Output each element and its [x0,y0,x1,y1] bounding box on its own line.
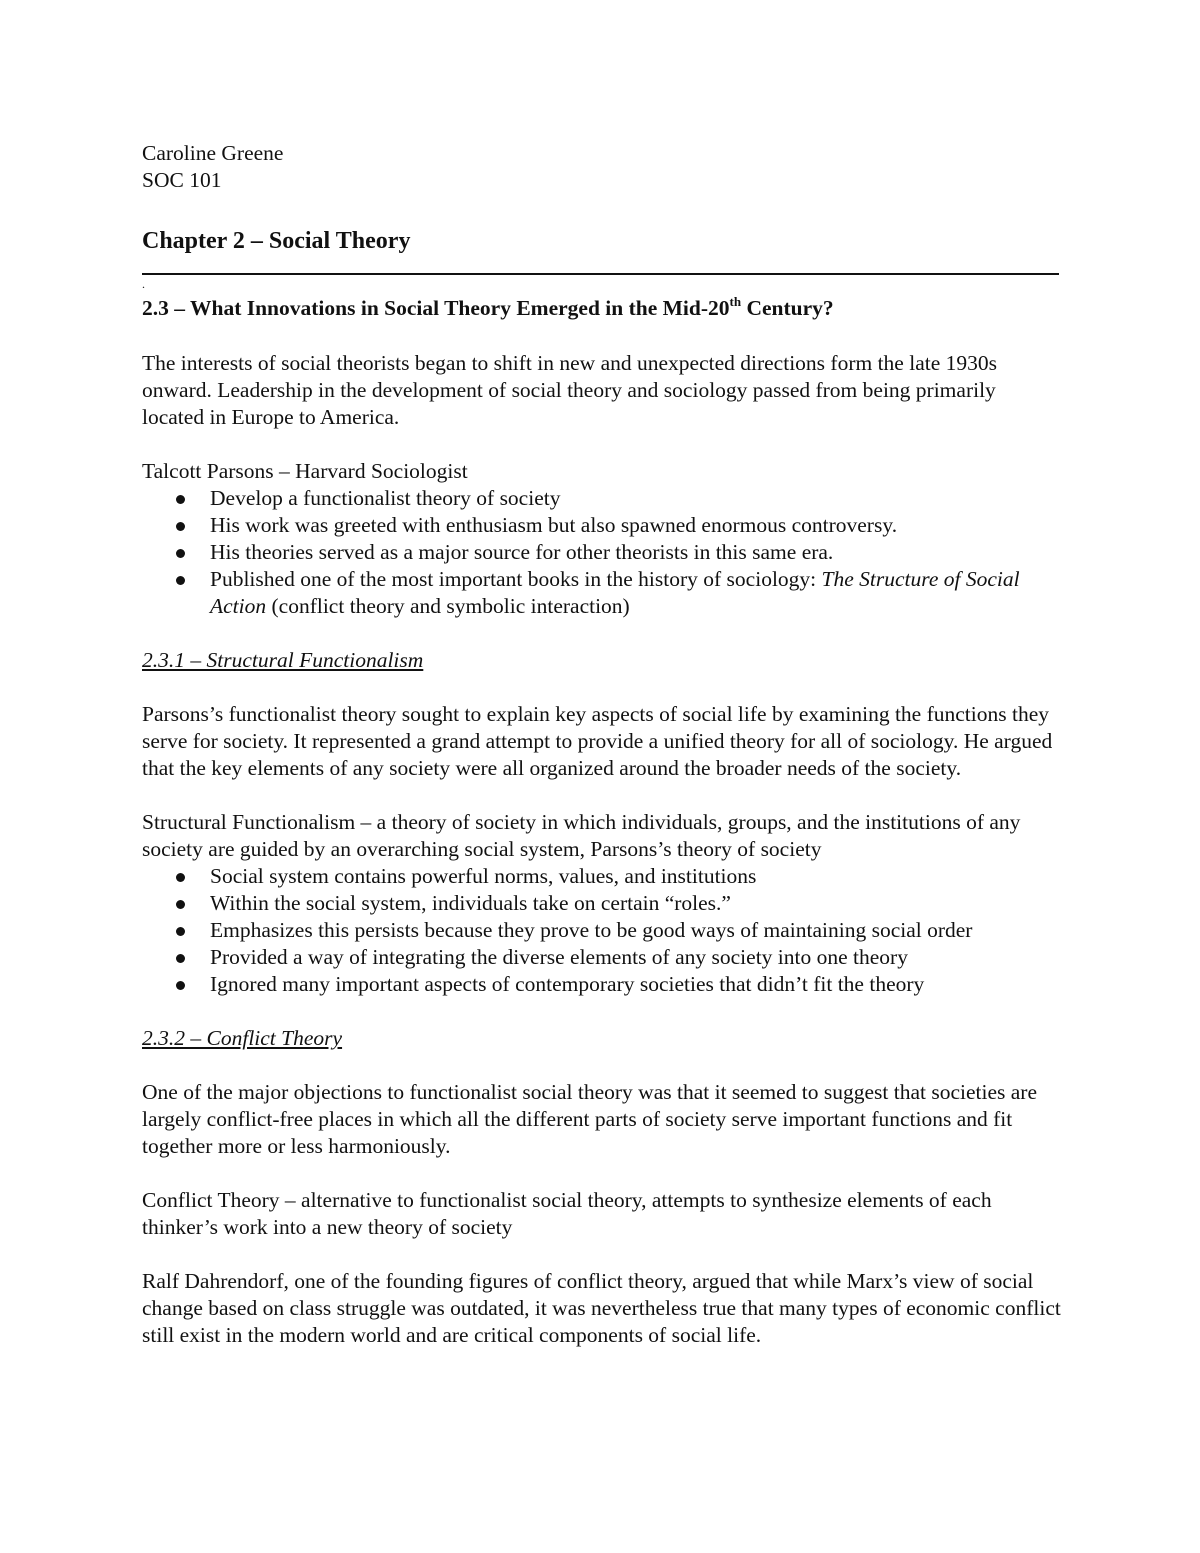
section-heading-2-3-text: 2.3 – What Innovations in Social Theory Emerged in the Mid-20 [142,296,730,320]
list-item-text: Provided a way of integrating the diverse elements of any society into one theory [210,945,908,969]
conflict-objection-paragraph: One of the major objections to functionalist social theory was that it seemed to suggest that societies are largely conflict-free places in which all the different parts of society serve important functions and fit together more or less harmoniously. [142,1080,1038,1158]
section-heading-2-3-2: 2.3.2 – Conflict Theory [142,1026,343,1050]
list-item [142,971,1062,998]
parsons-label: Talcott Parsons – Harvard Sociologist [142,459,468,483]
list-item-text: Published one of the most important books in the history of sociology: [210,567,822,591]
section-heading-2-3-suffix: Century? [741,296,834,320]
book-title: The Structure of Social Action [210,567,1020,618]
list-item-text: His theories served as a major source for other theorists in this same era. [210,540,834,564]
list-item [142,485,1062,512]
structural-functionalism-definition: Structural Functionalism – a theory of society in which individuals, groups, and the institutions of any society are guided by an overarching social system, Parsons’s theory of society [142,810,1021,861]
stray-mark: . [142,277,145,291]
spacer [142,323,1062,350]
course-code: SOC 101 [142,168,222,192]
bullet-icon [176,981,185,990]
list-item [142,512,1062,539]
functionalism-bullet-list [142,863,1062,998]
bullet-icon [176,900,185,909]
list-item [142,917,1062,944]
list-item-text: Social system contains powerful norms, values, and institutions [210,864,757,888]
bullet-icon [176,522,185,531]
list-item-text: Ignored many important aspects of contemporary societies that didn’t fit the theory [210,972,925,996]
functionalism-paragraph: Parsons’s functionalist theory sought to explain key aspects of social life by examining the functions they serve for society. It represented a grand attempt to provide a unified theory for all of sociology. He argued that the key elements of any society were all organized around the broader needs of the society. [142,702,1053,780]
bullet-icon [176,954,185,963]
spacer [142,1160,1062,1187]
list-item-text: Emphasizes this persists because they prove to be good ways of maintaining social order [210,918,973,942]
spacer [142,782,1062,809]
dahrendorf-paragraph: Ralf Dahrendorf, one of the founding figures of conflict theory, argued that while Marx’s view of social change based on class struggle was outdated, it was nevertheless true that many types of economic conflict still exist in the modern world and are critical components of social life. [142,1269,1061,1347]
bullet-icon [176,576,185,585]
spacer [142,620,1062,647]
author-name: Caroline Greene [142,141,284,165]
list-item [142,944,1062,971]
list-item-text: Develop a functionalist theory of society [210,486,561,510]
bullet-icon [176,495,185,504]
bullet-icon [176,549,185,558]
spacer [142,431,1062,458]
spacer [142,1241,1062,1268]
list-item [142,890,1062,917]
list-item [142,566,1062,620]
document-body [142,140,1062,1349]
spacer [142,1052,1062,1079]
conflict-theory-definition: Conflict Theory – alternative to functionalist social theory, attempts to synthesize elements of each thinker’s work into a new theory of society [142,1188,992,1239]
section-heading-2-3 [142,293,1062,323]
chapter-title: Chapter 2 – Social Theory [142,228,411,254]
bullet-icon [176,873,185,882]
horizontal-rule [142,273,1059,275]
list-item [142,863,1062,890]
bullet-icon [176,927,185,936]
intro-paragraph: The interests of social theorists began to shift in new and unexpected directions form the late 1930s onward. Leadership in the development of social theory and sociology passed from being primarily located in Europe to America. [142,351,997,429]
list-item-text-suffix: (conflict theory and symbolic interaction) [266,594,630,618]
list-item-text: Within the social system, individuals take on certain “roles.” [210,891,731,915]
spacer [142,998,1062,1025]
spacer [142,674,1062,701]
list-item [142,539,1062,566]
section-heading-2-3-superscript: th [729,294,742,309]
list-item-text: His work was greeted with enthusiasm but also spawned enormous controversy. [210,513,898,537]
parsons-bullet-list [142,485,1062,620]
section-heading-2-3-1: 2.3.1 – Structural Functionalism [142,648,424,672]
